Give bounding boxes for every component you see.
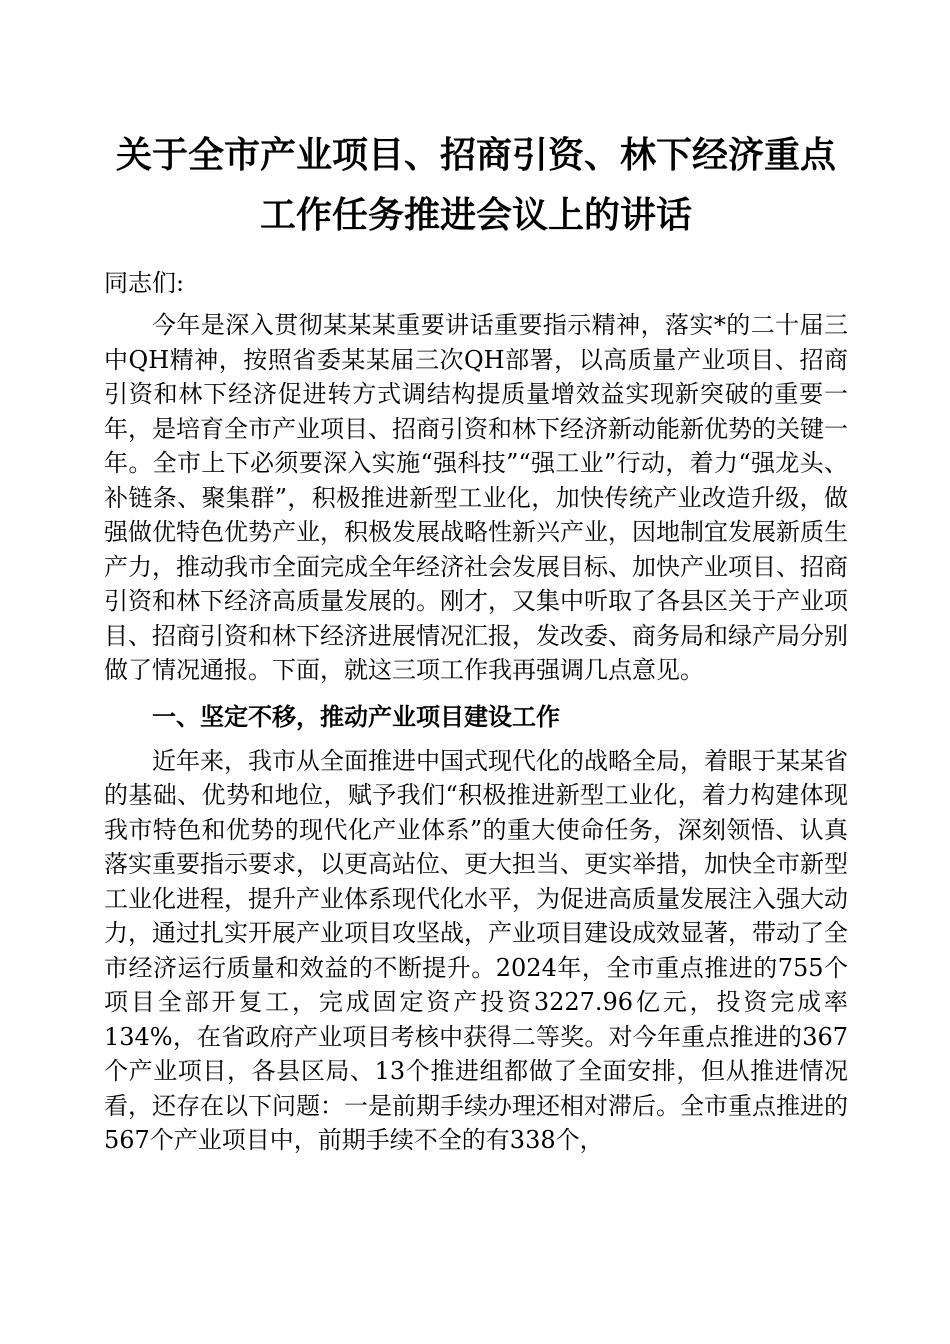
salutation: 同志们: (104, 269, 185, 297)
document-title: 关于全市产业项目、招商引资、林下经济重点工作任务推进会议上的讲话 (115, 135, 836, 236)
paragraph-section-1: 近年来，我市从全面推进中国式现代化的战略全局，着眼于某某省的基础、优势和地位，赋予我们“积极推进新型工业化，着力构建体现我市特色和优势的现代化产业体系”的重大使命任务，深刻领悟、认真落实重要指示要求，以更高站位、更大担当、更实举措，加快全市新型工业化进程，提升产业体系现代化水平，为促进高质量发展注入强大动力，通过扎实开展产业项目攻坚战，产业项目建设成效显著，带动了全市经济运行质量和效益的不断提升。2024年，全市重点推进的755个项目全部开复工，完成固定资产投资3227.96亿元，投资完成率134%，在省政府产业项目考核中获得二等奖。对今年重点推进的367个产业项目，各县区局、13个推进组都做了全面安排，但从推进情况看，还存在以下问题：一是前期手续办理还相对滞后。全市重点推进的567个产业项目中，前期手续不全的有338个， (104, 746, 848, 1154)
section-heading-1: 一、坚定不移，推动产业项目建设工作 (152, 702, 560, 731)
paragraph-intro: 今年是深入贯彻某某某重要讲话重要指示精神，落实*的二十届三中QH精神，按照省委某某届三次QH部署，以高质量产业项目、招商引资和林下经济促进转方式调结构提质量增效益实现新突破的重要一年，是培育全市产业项目、招商引资和林下经济新动能新优势的关键一年。全市上下必须要深入实施“强科技”“强工业”行动，着力“强龙头、补链条、聚集群”，积极推进新型工业化，加快传统产业改造升级，做强做优特色优势产业，积极发展战略性新兴产业，因地制宜发展新质生产力，推动我市全面完成全年经济社会发展目标、加快产业项目、招商引资和林下经济高质量发展的。刚才，又集中听取了各县区关于产业项目、招商引资和林下经济进展情况汇报，发改委、商务局和绿产局分别做了情况通报。下面，就这三项工作我再强调几点意见。 (104, 311, 848, 684)
document-page (104, 126, 848, 1158)
